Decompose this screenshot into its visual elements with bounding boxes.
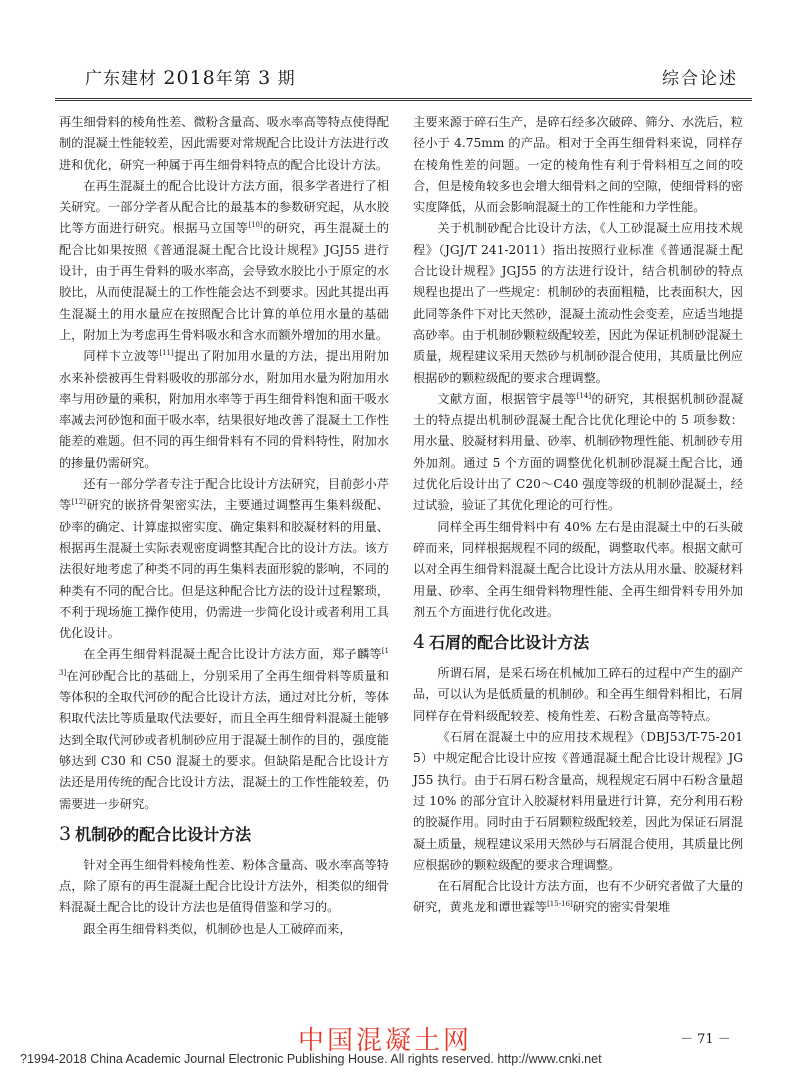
- paragraph: [413, 389, 743, 517]
- section-heading-text: 石屑的配合比设计方法: [429, 633, 590, 653]
- text-run: 在河砂配合比的基础上，分别采用了全再生细骨料等质量和等体积的全取代河砂的配合比设计方法，通过对比分析，等体积取代法比等质量取代法要好，而且全再生细骨料混凝土能够达到全取代河砂或者机制砂应用于混凝土制作的目的，强度能够达到 C30 和 C50 混凝土的要求。但缺陷是配合比设计方法还是用传统的配合比设计方法，混凝土的工作性能较差，仍需要进一步研究。: [59, 668, 389, 811]
- paragraph: [59, 346, 389, 474]
- text-run: 在全再生细骨料混凝土配合比设计方法方面，郑子麟等: [83, 647, 382, 662]
- section-heading: [59, 821, 389, 848]
- text-run: 研究的嵌挤骨架密实法，主要通过调整再生集料级配、砂率的确定、计算虚拟密实度、确定集料和胶凝材料的用量、根据再生混凝土实际表观密度调整其配合比的设计方法。该方法很好地考虑了种类不同的再生集料表面形貌的影响，不同的种类有不同的配合比。但是这种配合比方法的设计过程繁琐，不利于现场施工操作使用，仍需进一步简化设计或者利用工具优化设计。: [59, 498, 389, 641]
- citation: [14]: [576, 391, 592, 400]
- text-run: 还有一部分学者专注于配合比设计方法研究，目前彭小芹等: [59, 477, 389, 513]
- citation: [13]: [59, 647, 389, 677]
- journal-year: 2018: [163, 67, 216, 89]
- text-run: 的研究，其根据机制砂混凝土的特点提出机制砂混凝土配合比优化理论中的 5 项参数：用水量、胶凝材料用量、砂率、机制砂物理性能、机制砂专用外加剂。通过 5 个方面的调整优化机制砂混凝土配合比，通过优化后设计出了 C20～C40 强度等级的机制砂混凝土，经过试验，验证了其优化理论的可行性。: [413, 391, 744, 513]
- paragraph: 同样全再生细骨料中有 40% 左右是由混凝土中的石头破碎而来，同样根据规程不同的级配，调整取代率。根据文献可以对全再生细骨料混凝土配合比设计方法从用水量、胶凝材料用量、砂率、全再生细骨料物理性能、全再生细骨料专用外加剂五个方面进行优化改进。: [413, 519, 743, 619]
- paragraph: [59, 176, 389, 346]
- paragraph: [59, 474, 389, 644]
- paragraph: 关于机制砂配合比设计方法，《人工砂混凝土应用技术规程》（JGJ/T 241-2011）指出按照行业标准《普通混凝土配合比设计规程》JGJ55 的方法进行设计，结合机制砂的特点规程也提出了一些规定：机制砂的表面粗糙，比表面积大，因此同等条件下对比天然砂，混凝土流动性会变差，应适当地提高砂率。由于机制砂颗粒级配较差，因此为保证机制砂混凝土质量，规程建议采用天然砂与机制砂混合使用，其质量比例应根据砂的颗粒级配的要求合理调整。: [413, 221, 743, 385]
- text-run: 文献方面，根据管宇晨等: [437, 391, 577, 406]
- right-column: [413, 112, 743, 919]
- paragraph: [59, 644, 389, 814]
- section-number: 3: [59, 822, 72, 845]
- paragraph: 跟全再生细骨料类似，机制砂也是人工破碎而来，: [83, 921, 352, 936]
- text-run: 同样卞立波等: [83, 349, 160, 364]
- paragraph: 再生细骨料的棱角性差、微粉含量高、吸水率高等特点使得配制的混凝土性能较差，因此需要对常规配合比设计方法进行改进和优化，研究一种属于再生细骨料特点的配合比设计方法。: [59, 115, 389, 172]
- running-header: [55, 58, 752, 101]
- section-heading-text: 机制砂的配合比设计方法: [75, 824, 252, 844]
- citation: [10]: [248, 221, 263, 230]
- year-issue-sep: 年第: [215, 69, 252, 89]
- text-run: 在再生混凝土的配合比设计方法方面，很多学者进行了相关研究。一部分学者从配合比的最基本的参数研究起，从水胶比等方面进行研究。根据马立国等: [59, 178, 389, 236]
- citation: [11]: [159, 349, 174, 358]
- paragraph: 主要来源于碎石生产，是碎石经多次破碎、筛分、水洗后，粒径小于 4.75mm 的产品。相对于全再生细骨料来说，同样存在棱角性差的问题。一定的棱角性有利于骨料相互之间的咬合，但是棱角较多也会增大细骨料之间的空隙，使细骨料的密实度降低，从而会影响混凝土的工作性能和力学性能。: [413, 115, 743, 215]
- watermark: 中国混凝土网: [298, 1026, 473, 1056]
- issue-number: 3: [258, 67, 272, 89]
- section-heading: [413, 629, 743, 656]
- paragraph: 《石屑在混凝土中的应用技术规程》（DBJ53/T-75-2015）中规定配合比设计应按《普通混凝土配合比设计规程》JGJ55 执行。由于石屑石粉含量高，规程规定石屑中石粉含量超过 10% 的部分宜计入胶凝材料用量进行计算，充分利用石粉的胶凝作用。同时由于石屑颗粒级配较差，因此为保证石屑混凝土质量，规程建议采用天然砂与石屑混合使用，其质量比例应根据砂的颗粒级配的要求合理调整。: [413, 730, 743, 872]
- text-run: 在石屑配合比设计方法方面，也有不少研究者做了大量的研究，黄兆龙和谭世霖等: [413, 879, 743, 915]
- section-title: 综合论述: [662, 69, 738, 89]
- text-run: 的研究，再生混凝土的配合比如果按照《普通混凝土配合比设计规程》JGJ55 进行设计，由于再生骨料的吸水率高，会导致水胶比小于原定的水胶比，从而使混凝土的工作性能会达不到要求。因此其提出再生混凝土的用水量应在按照配合比计算的单位用水量的基础上，附加上为考虑再生骨料吸水和含水而额外增加的用水量。: [59, 221, 389, 342]
- journal-issue: [85, 64, 296, 89]
- text-run: 研究的密实骨架堆: [572, 900, 671, 915]
- copyright-footer: ?1994-2018 China Academic Journal Electronic Publishing House. All rights reserved. http://www.cnki.net: [20, 1052, 602, 1066]
- section-number: 4: [413, 631, 426, 654]
- citation: [15-16]: [547, 900, 573, 909]
- text-run: 提出了附加用水量的方法，提出用附加水来补偿被再生骨料吸收的那部分水，附加用水量为附加用水率与用砂量的乘积，附加用水率等于再生细骨料饱和面干吸水率减去河砂饱和面干吸水率，结果很好地改善了混凝土工作性能差的难题。但不同的再生细骨料有不同的骨料特性，附加水的掺量仍需研究。: [59, 349, 390, 470]
- paragraph: 所谓石屑，是采石场在机械加工碎石的过程中产生的副产品，可以认为是低质量的机制砂。和全再生细骨料相比，石屑同样存在骨料级配较差、棱角性差、石粉含量高等特点。: [413, 666, 743, 723]
- issue-suffix: 期: [277, 69, 296, 89]
- citation: [12]: [71, 498, 86, 507]
- page-number: － 71 －: [680, 1032, 731, 1047]
- paragraph: 针对全再生细骨料棱角性差、粉体含量高、吸水率高等特点，除了原有的再生混凝土配合比设计方法外，相类似的细骨料混凝土配合比的设计方法也是值得借鉴和学习的。: [59, 857, 389, 915]
- journal-name: 广东建材: [85, 69, 157, 89]
- left-column: [59, 112, 389, 940]
- paragraph: [413, 876, 743, 919]
